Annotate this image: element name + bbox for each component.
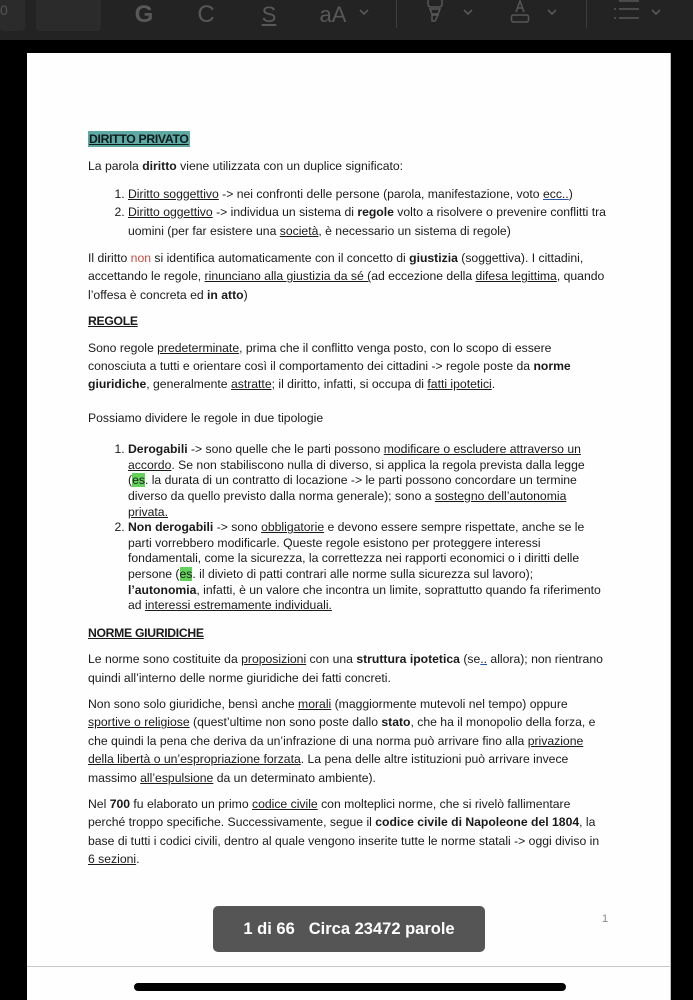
word-count-indicator[interactable] — [213, 906, 485, 952]
formatting-toolbar — [0, 0, 693, 40]
chevron-down-icon[interactable] — [651, 5, 661, 19]
page-number: 1 — [602, 913, 609, 925]
chevron-down-icon[interactable] — [359, 5, 369, 19]
paragraph-codice: Nel 700 fu elaborato un primo codice civile con molteplici norme, che si rivelò fallimentare perché troppo specifiche. Successivamente, segue il codice civile di Napoleone del 1804, la base di tutti i codici civili, dentro al quale vengono inserite tutte le norme statali -> oggi diviso in 6 sezioni. — [88, 797, 600, 867]
list-diritto-types — [88, 185, 608, 240]
word-count: Circa 23472 parole — [308, 919, 455, 938]
document-page[interactable] — [27, 53, 671, 966]
paragraph-intro: La parola diritto viene utilizzata con un duplice significato: — [88, 159, 404, 174]
green-highlight: es — [179, 567, 193, 582]
paragraph-norme-1: Le norme sono costituite da proposizioni con una struttura ipotetica (se.. allora); non rientrano quindi all’interno delle norme giuridiche dei fatti concreti. — [88, 652, 603, 685]
paragraph-giustizia: Il diritto non si identifica automaticamente con il concetto di giustizia (soggettiva). I cittadini, accettando le regole, rinunciano alla giustizia da sé (ad eccezione della difesa legittima, quando l’offesa è concreta ed in atto) — [88, 251, 605, 302]
italic-icon[interactable]: C — [197, 1, 215, 28]
list-item: 1. Derogabili -> sono quelle che le parti possono modificare o escludere attraverso un accordo. Se non stabiliscono nulla di diverso, si applica la regola prevista dalla legge (es. la durata di un contratto di locazione -> le parti possono concordare un termine diverso da quello previsto dalla norma generale); sono a sostegno dell’autonomia privata. — [128, 442, 608, 520]
heading-norme-giuridiche: NORME GIURIDICHE — [88, 625, 204, 640]
bullet-list-icon[interactable] — [613, 0, 643, 22]
list-item: 2. Diritto oggettivo -> individua un sistema di regole volto a risolvere o prevenire conflitti tra uomini (per far esistere una società, è necessario un sistema di regole) — [128, 203, 608, 240]
font-size-icon[interactable]: aA — [319, 2, 347, 27]
toolbar-left-fragment: 0 — [0, 2, 8, 18]
green-highlight: es — [132, 473, 145, 488]
underline-icon[interactable]: S — [261, 2, 277, 27]
paragraph-norme-2: Non sono solo giuridiche, bensì anche morali (maggiormente mutevoli nel tempo) oppure sportive o religiose (quest’ultime non sono poste dallo stato, che ha il monopolio della forza, e che quindi la pena che deriva da un’infrazione di una norma può arrivare fino alla privazione della libertà o un’espropriazione forzata. La pena delle altre istituzioni può arrivare invece massimo all’espulsione da un determinato ambiente). — [88, 697, 596, 785]
document-body[interactable] — [88, 130, 608, 869]
list-item: 1. Diritto soggettivo -> nei confronti delle persone (parola, manifestazione, voto ecc..) — [128, 185, 608, 203]
paragraph-regole: Sono regole predeterminate, prima che il conflitto venga posto, con lo scopo di essere conosciuta a tutti e orientare così il comportamento dei cittadini -> regole poste da norme giuridiche, generalmente astratte; il diritto, infatti, si occupa di fatti ipotetici. — [88, 340, 571, 392]
chevron-down-icon[interactable] — [547, 5, 557, 19]
paragraph-tipologie: Possiamo dividere le regole in due tipologie — [88, 410, 324, 425]
chevron-down-icon[interactable] — [463, 5, 473, 19]
home-indicator[interactable] — [134, 983, 566, 991]
list-regole-types — [88, 442, 608, 614]
highlighter-icon[interactable] — [425, 0, 445, 22]
heading-diritto-privato: DIRITTO PRIVATO — [89, 132, 189, 146]
list-item: 2. Non derogabili -> sono obbligatorie e devono essere sempre rispettate, anche se le parti vorrebbero modificarle. Queste regole esistono per proteggere interessi fondamentali, come la sicurezza, la correttezza nei rapporti economici o i diritti delle persone (es. il divieto di patti contrari alle norme sulla sicurezza sul lavoro); l’autonomia, infatti, è un valore che incontra un limite, soprattutto quando fa riferimento ad interessi estremamente individuali. — [128, 520, 608, 614]
page-indicator: 1 di 66 — [243, 919, 295, 938]
toolbar-segment-left[interactable] — [0, 0, 25, 31]
toolbar-divider — [396, 0, 397, 28]
toolbar-segment-blank[interactable] — [36, 0, 101, 31]
toolbar-divider — [586, 0, 587, 28]
font-color-icon[interactable] — [510, 0, 530, 24]
heading-regole: REGOLE — [88, 314, 138, 329]
bold-icon[interactable]: G — [134, 1, 154, 28]
